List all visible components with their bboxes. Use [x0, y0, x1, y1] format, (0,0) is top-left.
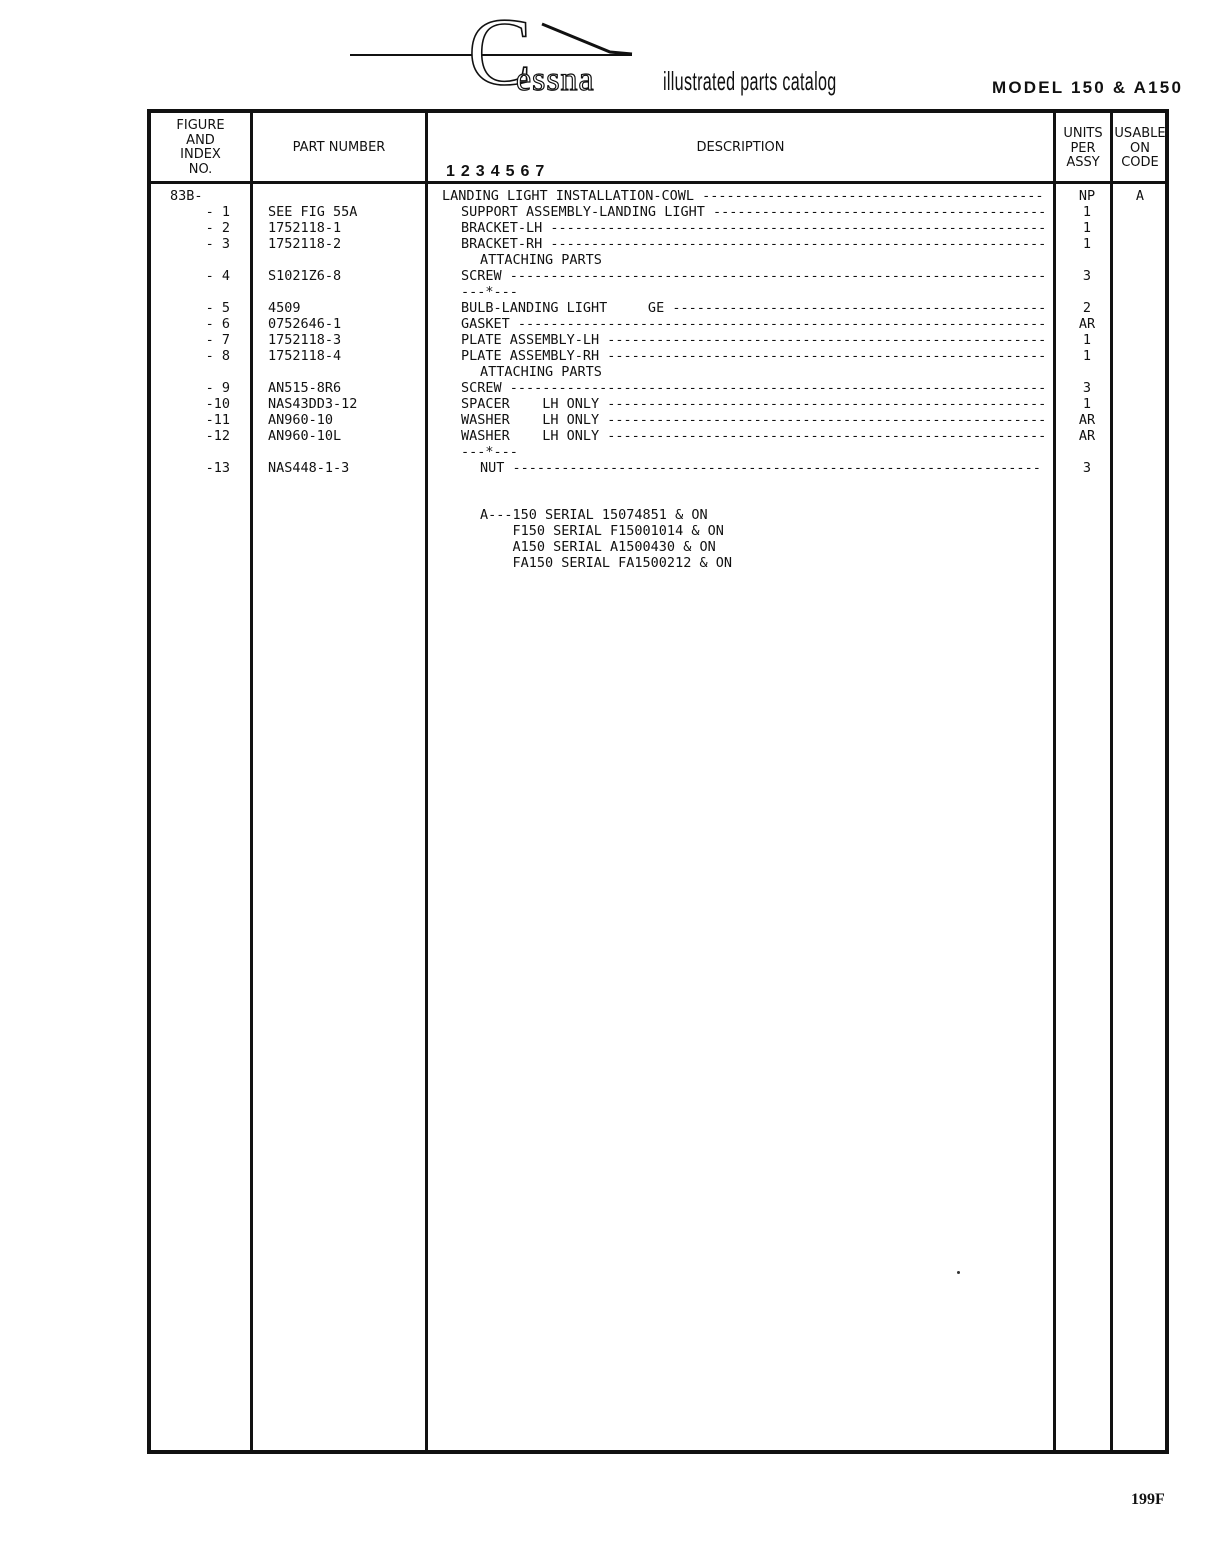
part-number-cell: 1752118-4 — [268, 348, 342, 364]
part-number-cell: AN960-10L — [268, 428, 342, 444]
figure-index-cell: - 8 — [205, 348, 230, 364]
description-text: ---*--- — [461, 284, 518, 300]
figure-index-cell: - 9 — [205, 380, 230, 396]
logo-swoosh-icon — [540, 22, 636, 58]
figure-index-cell: - 2 — [205, 220, 230, 236]
part-number-cell: AN515-8R6 — [268, 380, 342, 396]
units-per-assy-cell: 3 — [1082, 268, 1092, 284]
usable-column-header: USABLE ON CODE — [1114, 126, 1166, 170]
description-cell — [461, 380, 1052, 396]
table-row — [0, 348, 1212, 364]
units-per-assy-cell: NP — [1078, 188, 1096, 204]
part-number-cell: S1021Z6-8 — [268, 268, 342, 284]
serial-effectivity-line: FA150 SERIAL FA1500212 & ON — [480, 555, 732, 571]
leader-dashes: ----------------------------------------------------------------- — [504, 460, 1041, 476]
figure-index-cell: -11 — [205, 412, 230, 428]
usable-on-code-cell: A — [1135, 188, 1145, 204]
leader-dashes: ------------------------------------------------------ — [599, 332, 1047, 348]
description-cell — [461, 300, 1052, 316]
figure-index-cell: - 3 — [205, 236, 230, 252]
scan-speck — [957, 1271, 960, 1274]
description-cell — [442, 188, 1052, 204]
table-row — [0, 268, 1212, 284]
description-column-header: DESCRIPTION — [696, 140, 785, 155]
description-text: SCREW — [461, 268, 502, 284]
units-per-assy-cell: 1 — [1082, 332, 1092, 348]
figure-index-cell: - 5 — [205, 300, 230, 316]
description-text: ATTACHING PARTS — [480, 364, 602, 380]
units-per-assy-cell: 3 — [1082, 460, 1092, 476]
table-row — [0, 460, 1212, 476]
description-text: WASHER LH ONLY — [461, 428, 600, 444]
description-cell — [461, 412, 1052, 428]
units-per-assy-cell: AR — [1078, 412, 1096, 428]
description-text: GASKET — [461, 316, 510, 332]
figure-index-cell: - 6 — [205, 316, 230, 332]
units-per-assy-cell: 1 — [1082, 348, 1092, 364]
table-row — [0, 428, 1212, 444]
description-cell — [461, 268, 1052, 284]
serial-effectivity-line: F150 SERIAL F15001014 & ON — [480, 523, 724, 539]
part-number-cell: 1752118-3 — [268, 332, 342, 348]
description-cell — [461, 428, 1052, 444]
figure-index-cell: -12 — [205, 428, 230, 444]
description-cell — [461, 284, 1052, 300]
description-cell — [461, 220, 1052, 236]
description-cell — [461, 204, 1052, 220]
part-number-column-header: PART NUMBER — [292, 140, 386, 155]
table-row — [0, 236, 1212, 252]
description-text: LANDING LIGHT INSTALLATION-COWL — [442, 188, 694, 204]
description-cell — [461, 444, 1052, 460]
table-row — [0, 380, 1212, 396]
figure-index-cell: - 4 — [205, 268, 230, 284]
leader-dashes: ---------------------------------------------- — [664, 300, 1047, 316]
leader-dashes: ------------------------------------------------------------- — [542, 220, 1047, 236]
table-row — [0, 396, 1212, 412]
leader-dashes: ----------------------------------------- — [704, 204, 1047, 220]
description-text: SPACER LH ONLY — [461, 396, 600, 412]
part-number-cell: NAS43DD3-12 — [268, 396, 358, 412]
description-cell — [461, 316, 1052, 332]
leader-dashes: ------------------------------------------------------ — [599, 428, 1047, 444]
figure-index-cell: - 1 — [205, 204, 230, 220]
model-title: MODEL 150 & A150 — [992, 78, 1184, 97]
logo-wordmark: essna — [516, 61, 595, 98]
leader-dashes: ------------------------------------------------------------------ — [501, 380, 1047, 396]
header-divider — [151, 181, 1165, 184]
part-number-cell: 1752118-2 — [268, 236, 342, 252]
leader-dashes: ------------------------------------------ — [693, 188, 1044, 204]
description-text: NUT — [480, 460, 505, 476]
description-cell — [461, 332, 1052, 348]
table-row — [0, 220, 1212, 236]
figure-index-cell: - 7 — [205, 332, 230, 348]
units-per-assy-cell: 1 — [1082, 220, 1092, 236]
units-per-assy-cell: AR — [1078, 316, 1096, 332]
part-number-cell: 1752118-1 — [268, 220, 342, 236]
description-text: ---*--- — [461, 444, 518, 460]
part-number-cell: 0752646-1 — [268, 316, 342, 332]
serial-effectivity-line: A150 SERIAL A1500430 & ON — [480, 539, 716, 555]
units-column-header: UNITS PER ASSY — [1063, 126, 1103, 170]
part-number-cell: AN960-10 — [268, 412, 334, 428]
leader-dashes: ------------------------------------------------------------- — [542, 236, 1047, 252]
table-row — [0, 284, 1212, 300]
leader-dashes: ------------------------------------------------------------------ — [501, 268, 1047, 284]
leader-dashes: ----------------------------------------------------------------- — [509, 316, 1047, 332]
table-row — [0, 300, 1212, 316]
units-per-assy-cell: AR — [1078, 428, 1096, 444]
figure-index-cell: 83B- — [170, 188, 203, 204]
leader-dashes: ------------------------------------------------------ — [599, 412, 1047, 428]
description-cell — [480, 252, 1052, 268]
units-per-assy-cell: 2 — [1082, 300, 1092, 316]
logo-initial: C — [468, 0, 533, 105]
table-row — [0, 444, 1212, 460]
leader-dashes: ------------------------------------------------------ — [599, 348, 1047, 364]
description-text: BRACKET-LH — [461, 220, 543, 236]
table-row — [0, 204, 1212, 220]
page-number: 199F — [1131, 1491, 1165, 1508]
serial-effectivity-line: A---150 SERIAL 15074851 & ON — [480, 507, 708, 523]
part-number-cell: NAS448-1-3 — [268, 460, 350, 476]
figure-index-cell: -10 — [205, 396, 230, 412]
part-number-cell: SEE FIG 55A — [268, 204, 358, 220]
table-row — [0, 364, 1212, 380]
description-text: BULB-LANDING LIGHT GE — [461, 300, 665, 316]
description-text: SUPPORT ASSEMBLY-LANDING LIGHT — [461, 204, 705, 220]
table-row — [0, 188, 1212, 204]
table-row — [0, 316, 1212, 332]
description-cell — [480, 460, 1052, 476]
description-text: PLATE ASSEMBLY-RH — [461, 348, 600, 364]
description-text: ATTACHING PARTS — [480, 252, 602, 268]
description-text: SCREW — [461, 380, 502, 396]
indent-level-header: 1234567 — [446, 163, 551, 180]
description-text: PLATE ASSEMBLY-LH — [461, 332, 600, 348]
leader-dashes: ------------------------------------------------------ — [599, 396, 1047, 412]
description-cell — [461, 348, 1052, 364]
catalog-title: illustrated parts catalog — [663, 66, 837, 96]
table-row — [0, 252, 1212, 268]
description-text: WASHER LH ONLY — [461, 412, 600, 428]
table-row — [0, 332, 1212, 348]
units-per-assy-cell: 1 — [1082, 204, 1092, 220]
part-number-cell: 4509 — [268, 300, 301, 316]
units-per-assy-cell: 1 — [1082, 396, 1092, 412]
description-cell — [480, 364, 1052, 380]
description-text: BRACKET-RH — [461, 236, 543, 252]
figure-index-cell: -13 — [205, 460, 230, 476]
figure-column-header: FIGURE AND INDEX NO. — [176, 118, 225, 177]
units-per-assy-cell: 3 — [1082, 380, 1092, 396]
table-row — [0, 412, 1212, 428]
description-cell — [461, 236, 1052, 252]
units-per-assy-cell: 1 — [1082, 236, 1092, 252]
description-cell — [461, 396, 1052, 412]
